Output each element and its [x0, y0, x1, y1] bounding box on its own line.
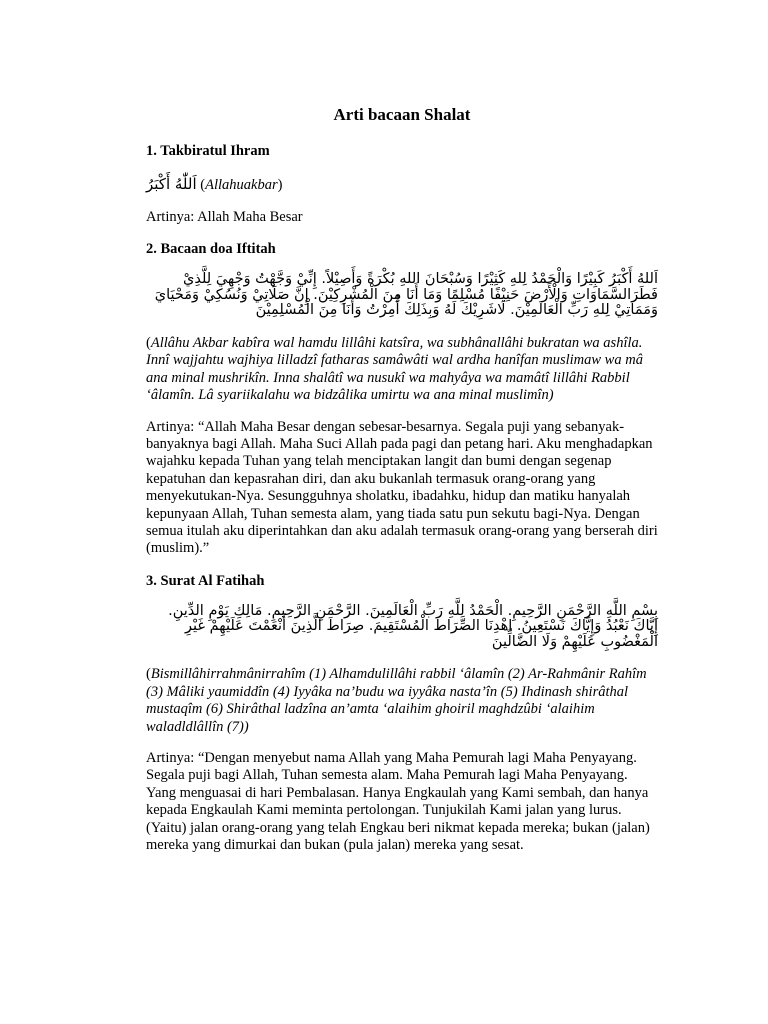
transliteration-paragraph: [146, 335, 658, 405]
section-heading-al-fatihah: 3. Surat Al Fatihah: [146, 572, 265, 589]
arabic-text: اَللهُ أَكْبَرُ كَبِيْرًا وَالْحَمْدُ لِلهِ كَثِيْرًا وَسُبْحَانَ اللهِ بُكْرَةً وَأَصِيْلاً. إِنِّيْ وَجَّهْتُ وَجْهِيَ لِلَّذِيْ فَطَرَالسَّمَاوَاتِ وَالْأَرْضَ حَنِيْفًا مُسْلِمًا وَمَا أَنَا مِنَ الْمُشْرِكِيْنَ. إِنَّ صَلَاتِيْ وَنُسُكِيْ وَمَحْيَايَ وَمَمَاتِيْ لِلهِ رَبِّ الْعَالَمِيْنَ. لَاشَرِيْكَ لَهُ وَبِذَلِكَ أُمِرْتُ وَأَنَا مِنَ الْمُسْلِمِيْنَ: [154, 271, 658, 319]
transliteration-text: Allahuakbar: [205, 177, 278, 193]
transliteration-text: Bismillâhirrahmânirrahîm (1) Alhamdulillâhi rabbil ‘âlamîn (2) Ar-Rahmânir Rahîm (3) Mâliki yaumiddîn (4) Iyyâka na’budu wa iyyâka nasta’în (5) Ihdinash shirâthal mustaqîm (6) Shirâthal ladzîna an’amta ‘alaihim ghoiril maghdzûbi ‘alaihim waladldlâllîn (7)): [146, 666, 647, 735]
meaning-text: Artinya: “Allah Maha Besar dengan sebesar-besarnya. Segala puji yang sebanyak-banyaknya bagi Allah. Maha Suci Allah pada pagi dan petang hari. Aku menghadapkan wajahku kepada Tuhan yang telah menciptakan langit dan bumi dengan segenap kepatuhan dan kepasrahan diri, dan aku bukanlah termasuk orang-orang yang menyekutukan-Nya. Sesungguhnya sholatku, ibadahku, hidup dan matiku hanyalah kepunyaan Allah, Tuhan semesta alam, yang tiada satu pun sekutu bagi-Nya. Dengan semua itulah aku diperintahkan dan aku adalah termasuk orang-orang yang berserah diri (muslim).”: [146, 418, 658, 557]
meaning-text: Artinya: Allah Maha Besar: [146, 209, 303, 225]
transliteration-paragraph: [146, 666, 658, 736]
arabic-text: اَللّٰهُ أَكْبَرُ: [146, 175, 197, 193]
paren-open: (: [146, 334, 151, 351]
section-heading-doa-iftitah: 2. Bacaan doa Iftitah: [146, 241, 276, 258]
section-heading-takbiratul-ihram: 1. Takbiratul Ihram: [146, 143, 270, 159]
paren-open: (: [146, 666, 151, 683]
takbir-line: [146, 174, 658, 195]
document-title: Arti bacaan Shalat: [333, 105, 471, 124]
transliteration-text: Allâhu Akbar kabîra wal hamdu lillâhi katsîra, wa subhânallâhi bukratan wa ashîla. Innî wajjahtu wajhiya lilladzî fatharas samâwâti wal ardha hanîfan muslimaw wa mâ ana minal mushrikîn. Inna shalâtî wa nusukî wa mahyâya wa mamâtî lillâhi Rabbil ‘âlamîn. Lâ syariikalahu wa bidzâlika umirtu wa ana minal muslimîn): [146, 334, 643, 404]
paren-close: ): [277, 177, 283, 193]
meaning-text: Artinya: “Dengan menyebut nama Allah yang Maha Pemurah lagi Maha Penyayang. Segala puji bagi Allah, Tuhan semesta alam. Maha Pemurah lagi Maha Penyayang. Yang menguasai di hari Pembalasan. Hanya Engkaulah yang Kami sembah, dan hanya kepada Engkaulah Kami meminta pertolongan. Tunjukilah Kami jalan yang lurus. (Yaitu) jalan orang-orang yang telah Engkau beri nikmat kepada mereka; bukan (jalan) mereka yang dimurkai dan bukan (pula jalan) mereka yang sesat.: [146, 749, 650, 853]
document-page: [146, 100, 658, 868]
paren-open: (: [196, 177, 206, 193]
arabic-text: بِسْمِ اللَّهِ الرَّحْمَنِ الرَّحِيمِ. الْحَمْدُ لِلَّهِ رَبِّ الْعَالَمِينَ. الرَّحْمَنِ الرَّحِيمِ. مَالِكِ يَوْمِ الدِّينِ. إِيَّاكَ نَعْبُدُ وَإِيَّاكَ نَسْتَعِينُ. اهْدِنَا الصِّرَاطَ الْمُسْتَقِيمَ. صِرَاطَ الَّذِينَ أَنْعَمْتَ عَلَيْهِمْ غَيْرِ الْمَغْضُوبِ عَلَيْهِمْ وَلَا الضَّالِّينَ: [168, 602, 658, 650]
